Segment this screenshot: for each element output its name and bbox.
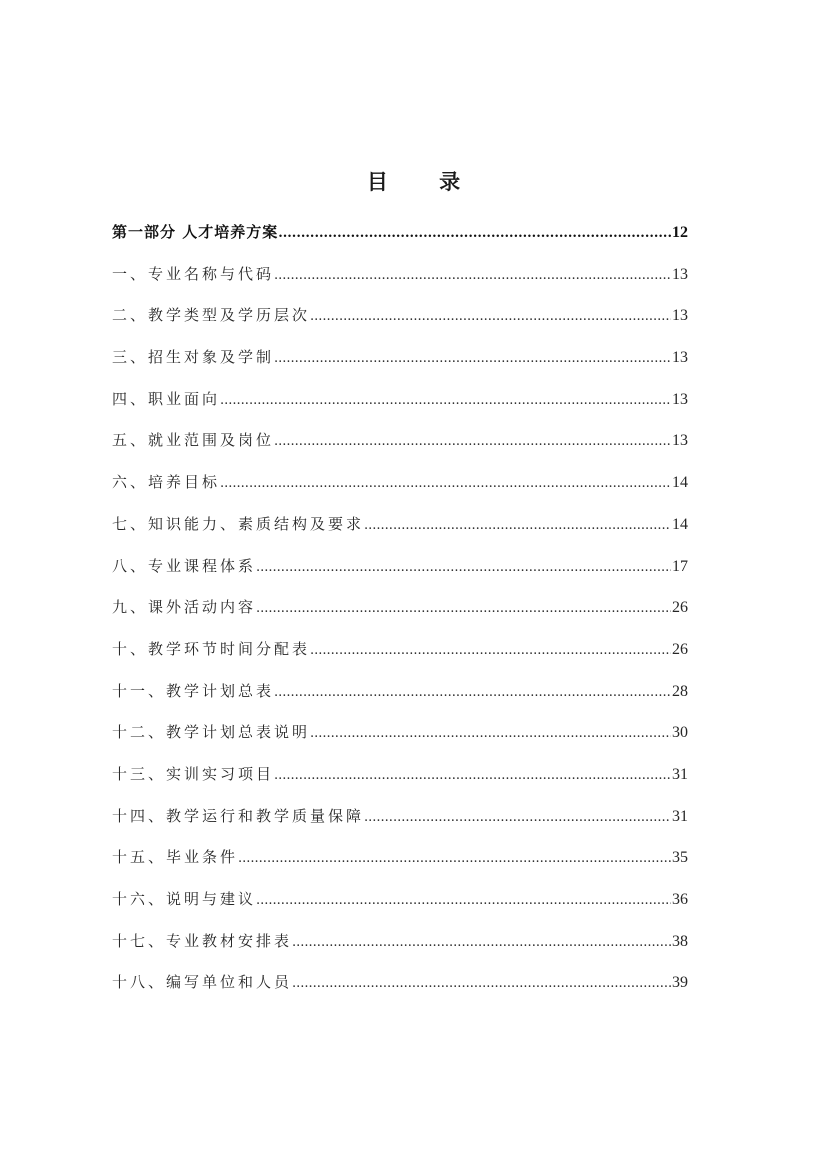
toc-entry-page-number: 13 xyxy=(672,432,688,450)
toc-entry-page-number: 39 xyxy=(672,974,688,992)
toc-dot-leader xyxy=(274,675,671,711)
toc-entry-label: 七、知识能力、素质结构及要求 xyxy=(112,514,365,533)
toc-entry-page-number: 13 xyxy=(672,349,688,367)
table-of-contents xyxy=(112,214,688,1006)
toc-entry-label: 十六、说明与建议 xyxy=(112,890,257,908)
toc-entry-label: 十五、毕业条件 xyxy=(112,848,239,867)
toc-entry-page-number: 28 xyxy=(672,682,688,700)
toc-dot-leader xyxy=(292,966,671,1002)
toc-entry-label: 六、培养目标 xyxy=(112,473,221,492)
toc-dot-leader xyxy=(274,758,671,794)
toc-entry-page-number: 26 xyxy=(672,599,688,617)
toc-dot-leader xyxy=(238,841,671,877)
toc-entry-label: 十、教学环节时间分配表 xyxy=(112,639,311,658)
toc-dot-leader xyxy=(220,383,671,419)
toc-dot-leader xyxy=(364,508,671,544)
toc-dot-leader xyxy=(310,633,671,669)
toc-entry-page-number: 14 xyxy=(672,474,688,492)
toc-entry-page-number: 31 xyxy=(672,807,688,825)
toc-dot-leader xyxy=(292,925,671,961)
toc-entry-label: 五、就业范围及岗位 xyxy=(112,431,275,450)
toc-dot-leader xyxy=(220,466,671,502)
toc-entry-label: 十八、编写单位和人员 xyxy=(112,973,293,992)
toc-entry-label: 四、职业面向 xyxy=(112,389,221,408)
toc-dot-leader xyxy=(310,716,671,752)
toc-entry-page-number: 13 xyxy=(672,265,688,283)
toc-dot-leader xyxy=(310,299,671,335)
toc-entry-label: 十三、实训实习项目 xyxy=(112,764,275,783)
toc-dot-leader xyxy=(274,258,671,294)
toc-entry-page-number: 13 xyxy=(672,390,688,408)
toc-entry[interactable] xyxy=(112,339,688,381)
toc-entry[interactable] xyxy=(112,381,688,423)
toc-dot-leader xyxy=(274,341,671,377)
toc-entry-page-number: 26 xyxy=(672,640,688,658)
toc-entry[interactable] xyxy=(112,923,688,965)
toc-entry-label: 二、教学类型及学历层次 xyxy=(112,306,311,325)
toc-entry[interactable] xyxy=(112,964,688,1006)
toc-entry-label: 九、课外活动内容 xyxy=(112,598,257,617)
toc-entry-label: 十七、专业教材安排表 xyxy=(112,931,293,950)
toc-dot-leader xyxy=(256,550,671,586)
toc-entry[interactable] xyxy=(112,798,688,840)
toc-entry-page-number: 17 xyxy=(672,557,688,575)
toc-dot-leader xyxy=(256,591,671,627)
toc-entry-label: 八、专业课程体系 xyxy=(112,556,257,575)
toc-entry-label: 十二、教学计划总表说明 xyxy=(112,723,311,742)
toc-entry[interactable] xyxy=(112,631,688,673)
toc-dot-leader xyxy=(256,883,671,919)
toc-entry[interactable] xyxy=(112,714,688,756)
toc-entry-label: 第一部分 人才培养方案 xyxy=(112,223,279,241)
toc-entry[interactable] xyxy=(112,297,688,339)
toc-entry-label: 十一、教学计划总表 xyxy=(112,681,275,700)
toc-entry[interactable] xyxy=(112,256,688,298)
toc-entry-page-number: 14 xyxy=(672,515,688,533)
toc-entry[interactable] xyxy=(112,756,688,798)
toc-entry[interactable] xyxy=(112,839,688,881)
toc-entry-page-number: 38 xyxy=(672,932,688,950)
toc-entry-page-number: 31 xyxy=(672,765,688,783)
toc-entry[interactable] xyxy=(112,589,688,631)
toc-entry[interactable] xyxy=(112,548,688,590)
toc-dot-leader xyxy=(364,800,671,836)
toc-entry-page-number: 12 xyxy=(672,224,688,241)
toc-entry[interactable] xyxy=(112,673,688,715)
toc-entry-page-number: 13 xyxy=(672,307,688,325)
toc-dot-leader xyxy=(274,424,671,460)
toc-entry-page-number: 35 xyxy=(672,849,688,867)
toc-entry-label: 三、招生对象及学制 xyxy=(112,348,275,367)
toc-dot-leader xyxy=(278,216,671,252)
toc-entry-page-number: 36 xyxy=(672,891,688,908)
toc-entry-label: 十四、教学运行和教学质量保障 xyxy=(112,806,365,825)
toc-entry[interactable] xyxy=(112,506,688,548)
toc-entry[interactable] xyxy=(112,422,688,464)
toc-title: 目 录 xyxy=(366,169,483,194)
toc-part-entry[interactable] xyxy=(112,214,688,256)
toc-entry[interactable] xyxy=(112,881,688,923)
toc-entry[interactable] xyxy=(112,464,688,506)
toc-entry-label: 一、专业名称与代码 xyxy=(112,264,275,283)
toc-entry-page-number: 30 xyxy=(672,724,688,742)
